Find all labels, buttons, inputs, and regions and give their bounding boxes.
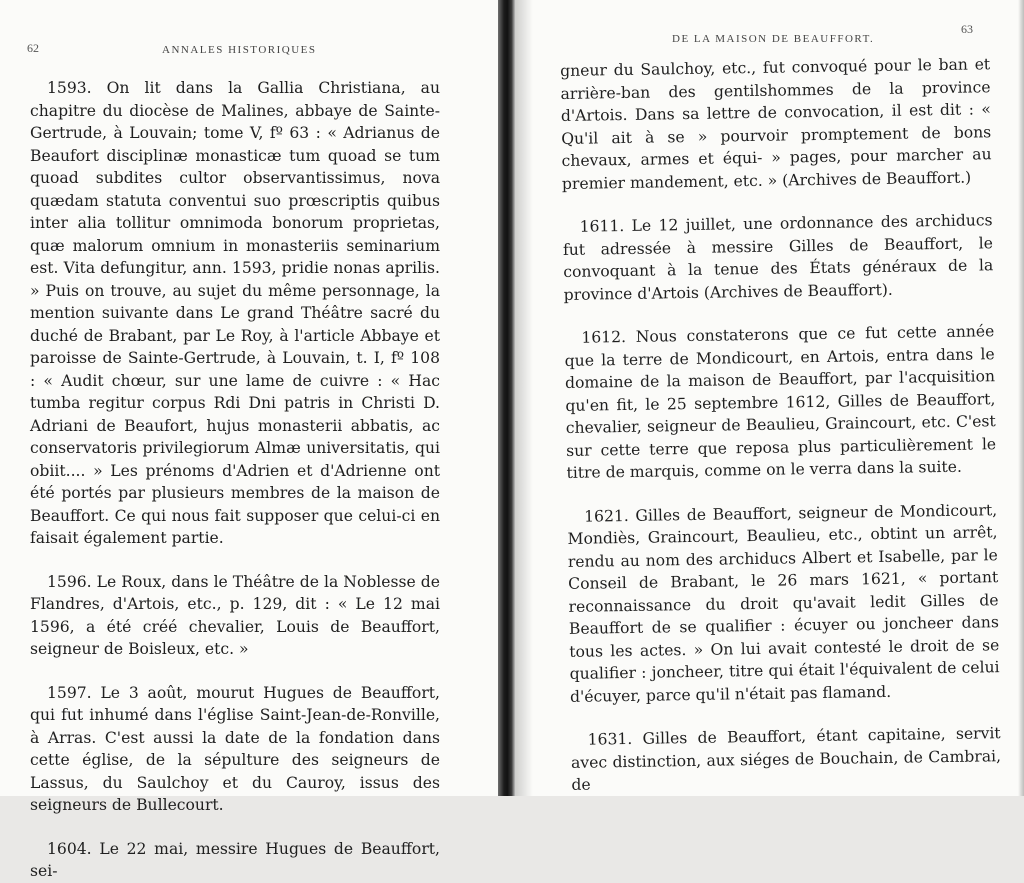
text-column [30, 77, 440, 883]
paragraph: 1596. Le Roux, dans le Théâtre de la Noblesse de Flandres, d'Artois, etc., p. 129, dit : « Le 12 mai 1596, a été créé chevalier, Louis de Beauffort, seigneur de Boisleux, etc. » [30, 572, 440, 658]
paragraph: 1621. Gilles de Beauffort, seigneur de Mondicourt, Mondiès, Graincourt, Beaulieu, etc., obtint un arrêt, rendu au nom des archiducs Albert et Isabelle, par le Conseil de Brabant, le 26 mars 1621, « portant reconnaissance du droit qu'avait ledit Gilles de Beauffort de se qualifier : écuyer ou joncheer dans tous les actes. » On lui avait contesté le droit de se qualifier : joncheer, titre qui était l'équivalent de celui d'écuyer, parce qu'il n'était pas flamand. [567, 500, 1000, 706]
left-page [0, 0, 498, 880]
right-page [515, 0, 1024, 796]
paragraph: 1597. Le 3 août, mourut Hugues de Beauffort, qui fut inhumé dans l'église Saint-Jean-de-Ronville, à Arras. C'est aussi la date de la fondation dans cette église, de la sépulture des seigneurs de Lassus, du Saulchoy et du Cauroy, issus des seigneurs de Bullecourt. [30, 683, 440, 814]
paragraph: 1612. Nous constaterons que ce fut cette année que la terre de Mondicourt, en Artois, entra dans le domaine de la maison de Beauffort, par l'acquisition qu'en fit, le 25 septembre 1612, Gilles de Beauffort, chevalier, seigneur de Beaulieu, Graincourt, etc. C'est sur cette terre que reposa plus particulièrement le titre de marquis, comme on le verra dans la suite. [564, 322, 997, 482]
paragraph: 1593. On lit dans la Gallia Christiana, au chapitre du diocèse de Malines, abbaye de Sainte-Gertrude, à Louvain; tome V, fº 63 : « Adrianus de Beaufort disciplinæ monasticæ tum quoad se tum quoad subdites cultor observantissimus, nova quædam statuta conventui suo prœscriptis quibus inter alia tollitur omnimoda bonorum proprietas, quæ malorum omnium in monasteriis seminarium est. Vita defungitur, ann. 1593, pridie nonas aprilis. » Puis on trouve, au sujet du même personnage, la mention suivante dans Le grand Théâtre sacré du duché de Brabant, par Le Roy, à l'article Abbaye et paroisse de Sainte-Gertrude, à Louvain, t. I, fº 108 : « Audit chœur, sur une lame de cuivre : « Hac tumba regitur corpus Rdi Dni patris in Christi D. Adriani de Beaufort, hujus monasterii abbatis, ac conservatoris privilegiorum Almæ universitatis, qui obiit.... » Les prénoms d'Adrien et d'Adrienne ont été portés par plusieurs membres de la maison de Beauffort. Ce qui nous fait supposer que celui-ci en faisait également partie. [30, 79, 440, 547]
paragraph: 1611. Le 12 juillet, une ordonnance des archiducs fut adressée à messire Gilles de Beauffort, le convoquant à la tenue des États généraux de la province d'Artois (Archives de Beauffort). [562, 211, 994, 304]
paragraph: 1604. Le 22 mai, messire Hugues de Beauffort, sei- [30, 839, 440, 880]
paragraph: 1631. Gilles de Beauffort, étant capitaine, servit avec distinction, aux siéges de Bouchain, de Cambrai, de [570, 724, 1002, 794]
running-head: ANNALES HISTORIQUES [162, 44, 317, 56]
gutter-shadow [515, 0, 533, 796]
page-number: 63 [961, 22, 973, 36]
paragraph: gneur du Saulchoy, etc., fut convoqué pour le ban et arrière-ban des gentilshommes de la province d'Artois. Dans sa lettre de convocation, il est dit : « Qu'il ait à se » pourvoir promptement de bons chevaux, armes et équi- » pages, pour marcher au premier mandement, etc. » (Archives de Beauffort.) [560, 55, 992, 193]
running-head: DE LA MAISON DE BEAUFFORT. [672, 33, 875, 45]
page-number: 62 [27, 41, 39, 55]
text-column [560, 53, 1002, 796]
book-gutter [498, 0, 515, 796]
page-edge-shadow [1018, 0, 1024, 796]
